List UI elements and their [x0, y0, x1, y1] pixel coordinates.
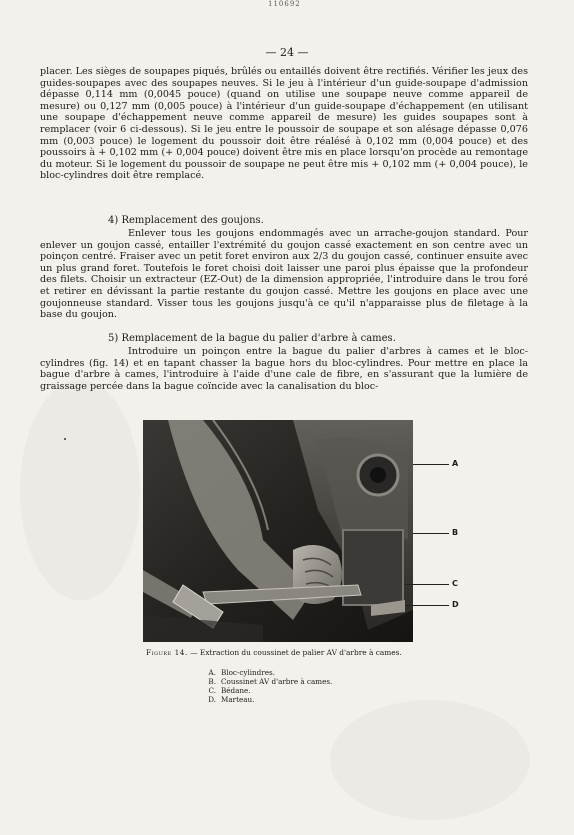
- section-heading-studs: 4) Remplacement des goujons.: [108, 215, 264, 226]
- legend-item: [200, 668, 332, 677]
- legend-text: Coussinet AV d'arbre à cames.: [221, 677, 333, 686]
- margin-dot: [64, 438, 66, 440]
- figure-label: Figure 14.: [146, 648, 188, 657]
- paragraph-valve-clearance: placer. Les sièges de soupapes piqués, brûlés ou entaillés doivent être rectifiés. Vérifier les jeux des guides-soupapes avec des soupapes neuves. Si le jeu à l'intérieur d'un guide-soupape d'admission dépasse 0,114 mm (0,0045 pouce) (quand on utilise une soupape neuve comme appareil de mesure) ou 0,127 mm (0,005 pouce) à l'intérieur d'un guide-soupape d'échappement (en utilisant une soupape d'échappement neuve comme appareil de mesure) les guides soupapes sont à remplacer (voir 6 ci-dessous). Si le jeu entre le poussoir de soupape et son alésage dépasse 0,076 mm (0,003 pouce) le logement du poussoir doit être réalésé à 0,102 mm (0,004 pouce) et des poussoirs à + 0,102 mm (+ 0,004 pouce) doivent être mis en place lorsqu'on procède au remontage du moteur. Si le logement du poussoir de soupape ne peut être mis + 0,102 mm (+ 0,004 pouce), le bloc-cylindres doit être remplacé.: [40, 66, 528, 182]
- paragraph-stud-replacement: Enlever tous les goujons endommagés avec un arrache-goujon standard. Pour enlever un goujon cassé, entailler l'extrémité du goujon cassé exactement en son centre avec un poinçon centré. Fraiser avec un petit foret environ aux 2/3 du goujon cassé, continuer ensuite avec un plus grand foret. Toutefois le foret choisi doit laisser une paroi plus épaisse que la profondeur des filets. Choisir un extracteur (EZ-Out) de la dimension appropriée, l'introduire dans le trou foré et retirer en dévissant la partie restante du goujon cassé. Mettre les goujons en place avec une goujonneuse standard. Visser tous les goujons jusqu'à ce qu'il n'apparaisse plus de filetage à la base du goujon.: [40, 228, 528, 321]
- callout-line-c: [405, 584, 449, 585]
- callout-d: D: [452, 600, 459, 609]
- legend-text: Bédane.: [221, 686, 251, 695]
- figure-14-photo: [143, 420, 413, 642]
- callout-line-b: [413, 533, 449, 534]
- legend-letter: A.: [208, 668, 216, 677]
- legend-item: [200, 695, 332, 704]
- legend-text: Bloc-cylindres.: [221, 668, 275, 677]
- callout-line-a: [413, 464, 449, 465]
- paragraph-camshaft-bearing: Introduire un poinçon entre la bague du palier d'arbres à cames et le bloc-cylindres (fig. 14) et en tapant chasser la bague hors du bloc-cylindres. Pour mettre en place la bague d'arbre à cames, l'introduire à l'aide d'une cale de fibre, en s'assurant que la lumière de graissage percée dans la bague coïncide avec la canalisation du bloc-: [40, 346, 528, 392]
- legend-letter: C.: [208, 686, 216, 695]
- figure-caption: [146, 648, 402, 657]
- section-heading-camshaft-bearing: 5) Remplacement de la bague du palier d'arbre à cames.: [108, 333, 396, 344]
- legend-item: [200, 677, 332, 686]
- legend-item: [200, 686, 332, 695]
- figure-caption-text: — Extraction du coussinet de palier AV d'arbre à cames.: [187, 648, 402, 657]
- figure-legend: [200, 668, 332, 704]
- legend-text: Marteau.: [221, 695, 255, 704]
- document-id: 110692: [268, 0, 301, 8]
- callout-a: A: [452, 459, 459, 468]
- callout-line-d: [405, 605, 449, 606]
- callout-b: B: [452, 528, 459, 537]
- callout-c: C: [452, 579, 458, 588]
- legend-letter: B.: [208, 677, 216, 686]
- legend-letter: D.: [208, 695, 216, 704]
- page-number: — 24 —: [265, 46, 309, 59]
